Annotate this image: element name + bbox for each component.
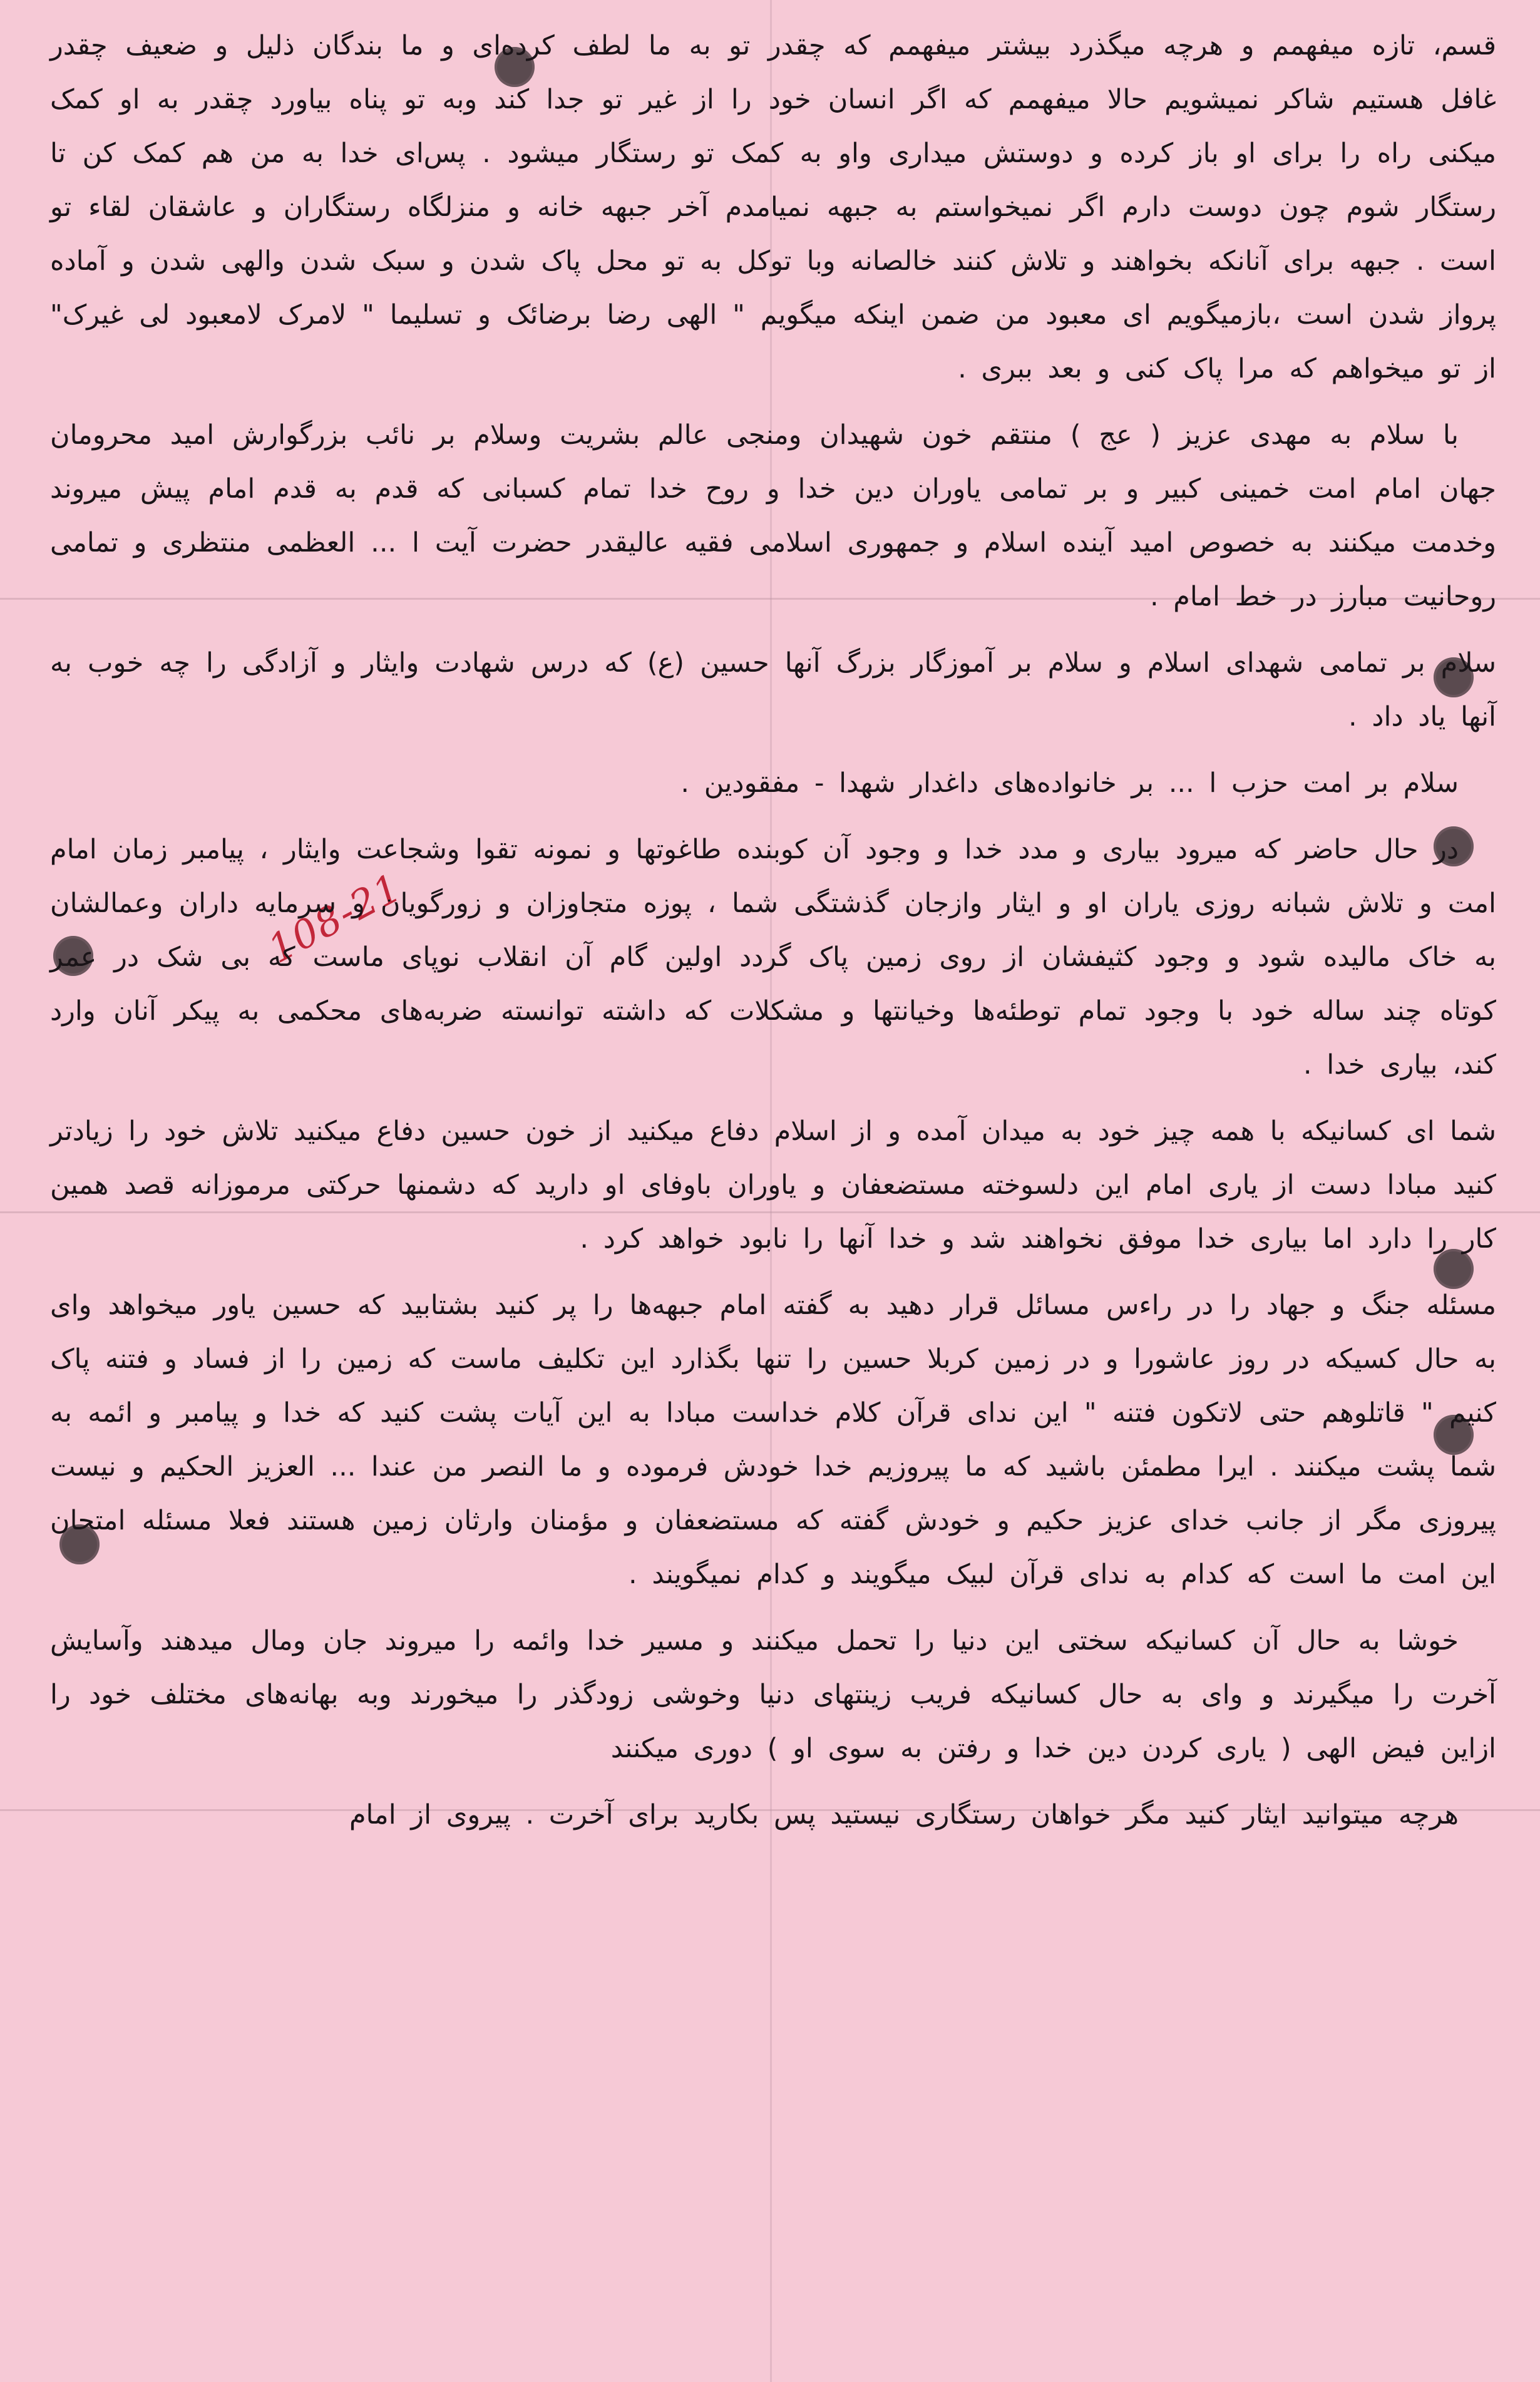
paragraph: هرچه میتوانید ایثار کنید مگر خواهان رستگاری نیستید پس بکارید برای آخرت . پیروی از امام (349, 1799, 1459, 1830)
paragraph: سلام بر امت حزب ا ... بر خانواده‌های داغدار شهدا - مفقودین . (680, 767, 1459, 799)
paragraph: در حال حاضر که میرود بیاری و مدد خدا و وجود آن کوبنده طاغوتها و نمونه تقوا وشجاعت وایثار ، پیامبر زمان امام امت و تلاش شبانه روزی یاران او و ایثار وازجان گذشتگی شما ، پوزه متجاوزان و زورگویان و سرمایه داران وعمالشان به خاک مالیده شود و وجود کثیفشان از روی زمین پاک گردد اولین گام آن انقلاب نوپای ماست که بی شک در عمر کوتاه چند ساله خود با وجود تمام توطئه‌ها وخیانتها و مشکلات که داشته توانسته ضربه‌های محکمی به پیکر آنان وارد کند، بیاری خدا . (50, 834, 1496, 1081)
letter-body (50, 19, 1496, 1854)
paragraph: با سلام به مهدی عزیز ( عج ) منتقم خون شهیدان ومنجی عالم بشریت وسلام بر نائب بزرگوارش امید محرومان جهان امام امت خمینی کبیر و بر تمامی یاوران دین خدا و روح خدا تمام کسبانی که قدم به قدم امام پیش میروند وخدمت میکنند به خصوص امید آینده اسلام و جمهوری اسلامی فقیه عالیقدر حضرت آیت ا ... العظمی منتظری و تمامی روحانیت مبارز در خط امام . (50, 419, 1496, 612)
handwritten-margin-note: 108-21 (260, 864, 409, 972)
paragraph: قسم، تازه میفهمم و هرچه میگذرد بیشتر میفهمم که چقدر تو به ما لطف کرده‌ای و ما بندگان ذلیل و ضعیف چقدر غافل هستیم شاکر نمیشویم حالا میفهمم که اگر انسان خود را از غیر تو جدا کند وبه تو پناه بیاورد چقدر به او کمک میکنی راه را برای او باز کرده و دوستش میداری واو به کمک تو رستگار میشود . پس‌ای خدا به من هم کمک کن تا رستگار شوم چون دوست دارم اگر نمیخواستم به جبهه نمیامدم آخر جبهه خانه و منزلگاه رستگاران و عاشقان لقاء تو است . جبهه برای آنانکه بخواهند و تلاش کنند خالصانه وبا توکل به تو محل پاک شدن و سبک شدن والهی شدن و آماده پرواز شدن است ،بازمیگویم ای معبود من ضمن اینکه میگویم " الهی رضا برضائک و تسلیما " لامرک لامعبود لی غیرک" از تو میخواهم که مرا پاک کنی و بعد ببری . (50, 30, 1496, 384)
paragraph: خوشا به حال آن کسانیکه سختی این دنیا را تحمل میکنند و مسیر خدا وائمه را میروند جان ومال میدهند وآسایش آخرت را میگیرند و وای به حال کسانیکه فریب زینتهای دنیا وخوشی زودگذر را میخورند وبه بهانه‌های مختلف خود را ازاین فیض الهی ( یاری کردن دین خدا و رفتن به سوی او ) دوری میکنند (50, 1625, 1496, 1764)
paragraph: شما ای کسانیکه با همه چیز خود به میدان آمده و از اسلام دفاع میکنید از خون حسین دفاع میکنید تلاش خود را زیادتر کنید مبادا دست از یاری امام این دلسوخته مستضعفان و یاوران باوفای او دارید که دشمنها حرکتی مرموزانه قصد همین کار را دارد اما بیاری خدا موفق نخواهند شد و خدا آنها را نابود خواهد کرد . (50, 1116, 1496, 1255)
paragraph: سلام بر تمامی شهدای اسلام و سلام بر آموزگار بزرگ آنها حسین (ع) که درس شهادت وایثار و آزادگی را چه خوب به آنها یاد داد . (50, 647, 1496, 732)
paragraph: مسئله جنگ و جهاد را در راءس مسائل قرار دهید به گفته امام جبهه‌ها را پر کنید بشتابید که حسین یاور میخواهد وای به حال کسیکه در روز عاشورا و در زمین کربلا حسین را تنها بگذارد این تکلیف ماست که زمین را از فساد و فتنه پاک کنیم " قاتلوهم حتی لاتکون فتنه " این ندای قرآن کلام خداست مبادا به این آیات پشت کنید که خدا و پیامبر و ائمه به شما پشت میکنند . ایرا مطمئن باشید که ما پیروزیم خدا خودش فرموده و ما النصر من عندا ... العزیز الحکیم و نیست پیروزی مگر از جانب خدای عزیز حکیم و خودش گفته که مستضعفان و مؤمنان وارثان زمین هستند فعلا مسئله امتحان این امت ما است که کدام به ندای قرآن لبیک میگویند و کدام نمیگویند . (50, 1290, 1496, 1590)
